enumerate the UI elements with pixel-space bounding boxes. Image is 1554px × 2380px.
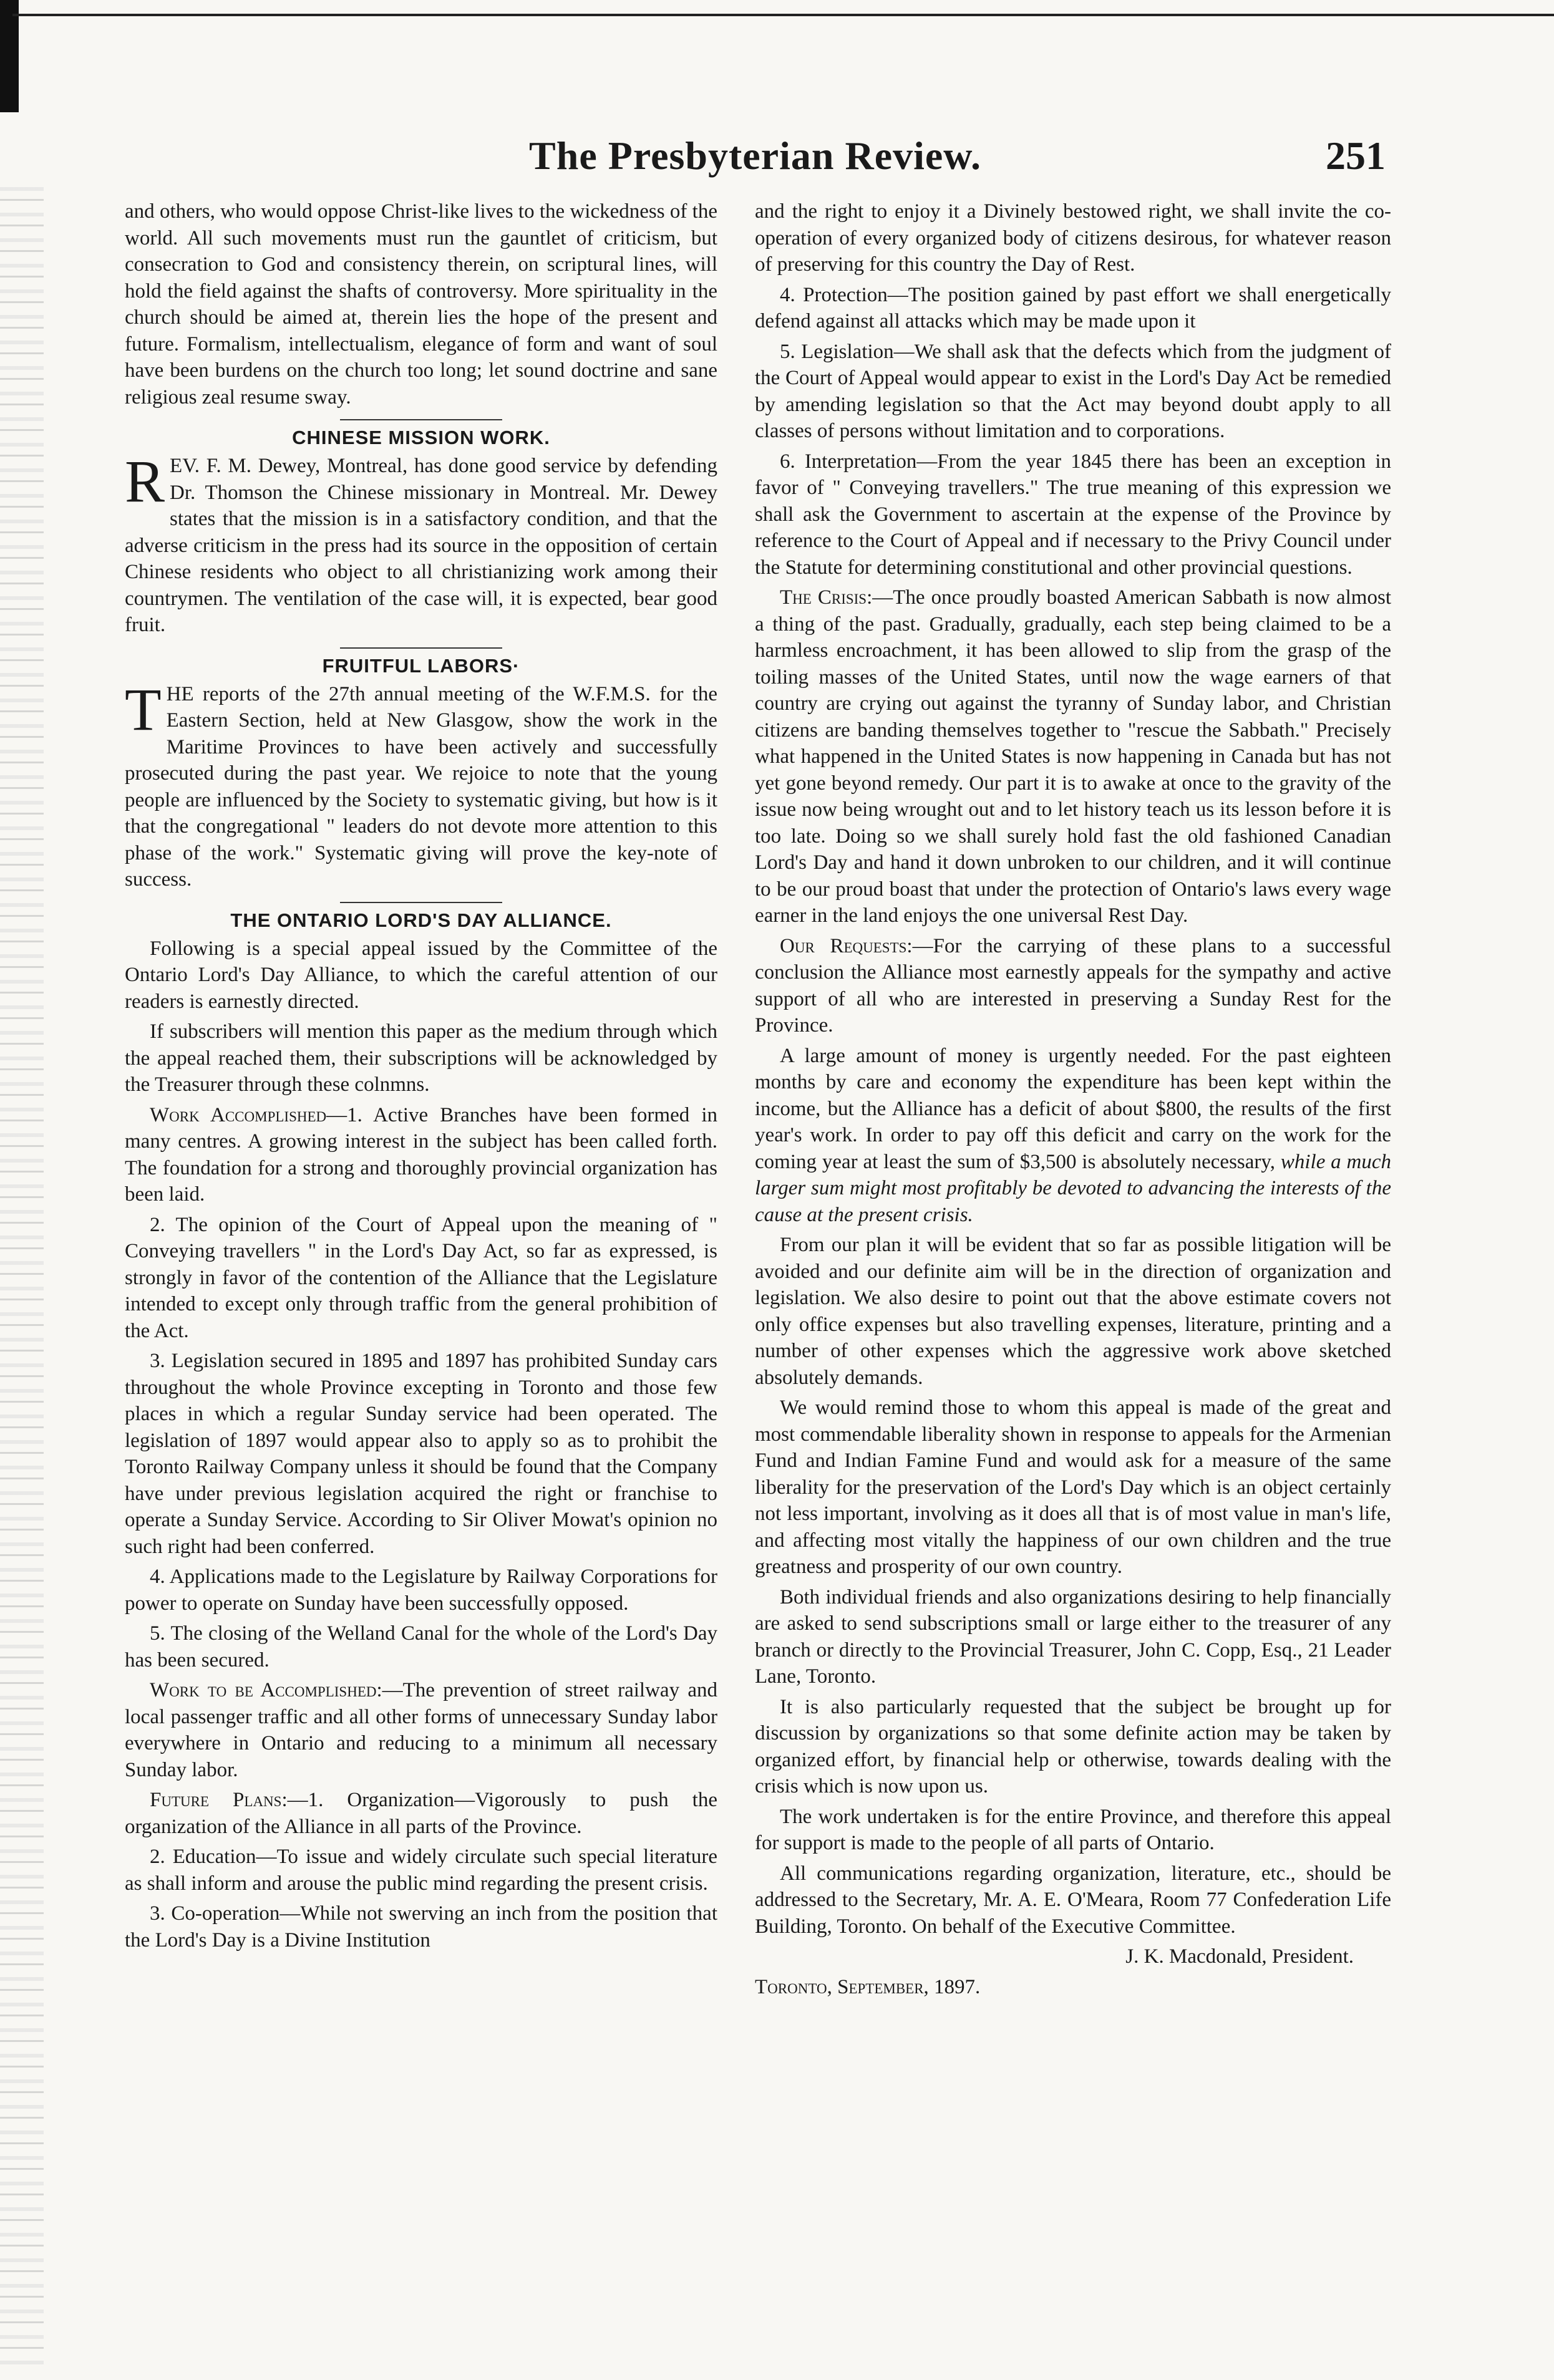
requests-text: :—For the carrying of these plans to a successful conclusion the Alliance most earnestly appeals for the sympathy and active support of all who are interested in preserving a Sunday Rest for the Province. xyxy=(755,934,1391,1037)
journal-title: The Presbyterian Review. xyxy=(529,133,981,178)
work-accomplished-label: Work Accomplished xyxy=(150,1103,327,1126)
future-plans-1 xyxy=(125,1787,717,1840)
place-date: Toronto, September, 1897. xyxy=(755,1975,981,1998)
legislation-paragraph: 5. Legislation—We shall ask that the defects which from the judgment of the Court of Appeal would appear to exist in the Lord's Day Act be remedied by amending legislation so that the Act may beyond doubt apply to all classes of persons without limitation and to corporations. xyxy=(755,340,1391,442)
future-plans-label: Future Plans xyxy=(150,1789,282,1811)
requests-paragraph xyxy=(755,933,1391,1039)
work-accomplished-4: 4. Applications made to the Legislature by Railway Corporations for power to operate on Sunday have been successfully opposed. xyxy=(125,1565,717,1615)
work-to-be-text: :—The prevention of street railway and local passenger traffic and all other forms of unnecessary Sunday labor everywhere in Ontario and reducing to a minimum all necessary Sunday labor. xyxy=(125,1679,717,1781)
drop-cap: T xyxy=(125,675,162,743)
communications-paragraph: All communications regarding organization, literature, etc., should be addressed to the Secretary, Mr. A. E. O'Meara, Room 77 Confederation Life Building, Toronto. On behalf of the Executive Committee. xyxy=(755,1862,1391,1938)
fruitful-labors-heading: FRUITFUL LABORS· xyxy=(322,654,520,677)
plan-paragraph: From our plan it will be evident that so far as possible litigation will be avoided and our definite aim will be in the direction of organization and legislation. We also desire to point out that the above estimate covers not only office expenses but also travelling expenses, literature, printing and a number of other expenses which the aggressive work above sketched absolutely demands. xyxy=(755,1234,1391,1389)
crisis-label: The Crisis xyxy=(780,586,867,609)
alliance-subscribers: If subscribers will mention this paper as the medium through which the appeal reached them, their subscriptions will be acknowledged by the Treasurer through these colnmns. xyxy=(125,1020,717,1096)
section-divider xyxy=(340,419,502,420)
page-number: 251 xyxy=(1326,133,1386,178)
money-italic-text: while a much larger sum might most profitably be devoted to advancing the interests of the cause at the present crisis. xyxy=(755,1150,1391,1226)
remind-paragraph: We would remind those to whom this appeal is made of the great and most commendable liberality shown in response to appeals for the Armenian Fund and Indian Famine Fund and would ask for a measure of the same liberality for the preservation of the Lord's Day which is an object certainly not less important, involving as it does all that is of most value in man's life, and affecting most vitally the happiness of our own children and the true greatness and prosperity of our own country. xyxy=(755,1396,1391,1578)
crisis-text: :—The once proudly boasted American Sabbath is now almost a thing of the past. Gradually, gradually, each step being claimed to be a harmless encroachment, it has been allowed to slip from the grasp of the toiling masses of the United States, until now the wage earners of that country are crying out against the tyranny of Sunday labor, and Christian citizens are banding themselves together to "rescue the Sabbath." Precisely what happened in the United States is now happening in Canada but has not yet gone beyond remedy. Our part it is to awake at once to the gravity of the issue now being wrought out and to let history teach us its lesson before it is too late. Doing so we shall surely hold fast the old fashioned Canadian Lord's Day and hand it down unbroken to our children, and it will continue to be our proud boast that under the protection of Ontario's laws every wage earner in the land enjoys the one universal Rest Day. xyxy=(755,586,1391,927)
work-accomplished-1 xyxy=(125,1102,717,1208)
continuation-paragraph: and the right to enjoy it a Divinely bestowed right, we shall invite the co-operation of every organized body of citizens desirous, for whatever reason of preserving for this country the Day of Rest. xyxy=(755,200,1391,276)
chinese-mission-text: EV. F. M. Dewey, Montreal, has done good service by defending Dr. Thomson the Chinese missionary in Montreal. Mr. Dewey states that the mission is in a satisfactory condition, and that the adverse criticism in the press had its source in the opposition of certain Chinese residents who object to all christianizing work among their countrymen. The ventilation of the case will, it is expected, bear good fruit. xyxy=(125,455,717,636)
alliance-intro: Following is a special appeal issued by the Committee of the Ontario Lord's Day Alliance, to which the careful attention of our readers is earnestly directed. xyxy=(125,937,717,1013)
section-divider xyxy=(340,902,502,903)
future-plans-text: :—1. Organization—Vigorously to push the organization of the Alliance in all parts of the Province. xyxy=(125,1789,717,1838)
page-header xyxy=(125,128,1386,196)
chinese-mission-heading: CHINESE MISSION WORK. xyxy=(292,427,550,448)
money-text: A large amount of money is urgently needed. For the past eighteen months by care and economy the expenditure has been kept within the income, but the Alliance has a deficit of about $800, the results of the first year's work. In order to pay off this deficit and carry on the work for the coming year at least the sum of $3,500 is absolutely necessary, xyxy=(755,1044,1391,1173)
work-accomplished-2: 2. The opinion of the Court of Appeal upon the meaning of " Conveying travellers " in the Lord's Day Act, so far as expressed, is strongly in favor of the contention of the Alliance that the Legislature intended to except only through traffic from the general prohibition of the Act. xyxy=(125,1213,717,1342)
future-plans-2: 2. Education—To issue and widely circulate such special literature as shall inform and arouse the public mind regarding the present crisis. xyxy=(125,1845,717,1895)
scan-corner-mark xyxy=(0,0,19,112)
work-accomplished-5: 5. The closing of the Welland Canal for the whole of the Lord's Day has been secured. xyxy=(125,1622,717,1671)
subscriptions-paragraph: Both individual friends and also organizations desiring to help financially are asked to send subscriptions small or large either to the treasurer of any branch or directly to the Provincial Treasurer, John C. Copp, Esq., 21 Leader Lane, Toronto. xyxy=(755,1585,1391,1688)
money-paragraph xyxy=(755,1043,1391,1229)
top-rule xyxy=(12,14,1554,16)
discussion-paragraph: It is also particularly requested that the subject be brought up for discussion by organizations so that some definite action may be taken by organized effort, by financial help or otherwise, towards dealing with the crisis which is now upon us. xyxy=(755,1695,1391,1797)
left-column xyxy=(125,198,717,2355)
interpretation-paragraph: 6. Interpretation—From the year 1845 there has been an exception in favor of " Conveying travellers." The true meaning of this expression we shall ask the Government to ascertain at the expense of the Province by reference to the Court of Appeal and if necessary to the Privy Council under the Statute for determining constitutional and other provincial questions. xyxy=(755,450,1391,579)
scan-binding-edge xyxy=(0,187,44,2370)
chinese-mission-paragraph xyxy=(125,448,717,639)
work-to-be-label: Work to be Accomplished xyxy=(150,1679,377,1701)
province-paragraph: The work undertaken is for the entire Province, and therefore this appeal for support is made to the people of all parts of Ontario. xyxy=(755,1805,1391,1854)
fruitful-labors-paragraph xyxy=(125,675,717,893)
future-plans-3: 3. Co-operation—While not swerving an inch from the position that the Lord's Day is a Divine Institution xyxy=(125,1902,717,1952)
crisis-paragraph xyxy=(755,584,1391,929)
work-to-be-accomplished xyxy=(125,1677,717,1783)
protection-paragraph: 4. Protection—The position gained by past effort we shall energetically defend against all attacks which may be made upon it xyxy=(755,283,1391,332)
intro-paragraph: and others, who would oppose Christ-like lives to the wickedness of the world. All such movements must run the gauntlet of criticism, but consecration to God and consistency therein, on scriptural lines, will hold the field against the shafts of controversy. More spirituality in the church should be aimed at, therein lies the hope of the present and future. Formalism, intellectualism, elegance of form and want of soul have been burdens on the church too long; let sound doctrine and sane religious zeal resume sway. xyxy=(125,200,717,409)
drop-cap: R xyxy=(125,448,165,515)
section-divider xyxy=(340,647,502,649)
signature: J. K. Macdonald, President. xyxy=(1125,1945,1354,1968)
fruitful-labors-text: HE reports of the 27th annual meeting of the W.F.M.S. for the Eastern Section, held at New Glasgow, show the work in the Maritime Provinces to have been actively and successfully prosecuted during the past year. We rejoice to note that the young people are influenced by the Society to systematic giving, but how is it that the congregational " leaders do not devote more attention to this phase of the work." Systematic giving will prove the key-note of success. xyxy=(125,682,717,891)
requests-label: Our Requests xyxy=(780,934,907,957)
right-column xyxy=(755,198,1391,2355)
alliance-heading: THE ONTARIO LORD'S DAY ALLIANCE. xyxy=(230,909,612,931)
work-accomplished-3: 3. Legislation secured in 1895 and 1897 has prohibited Sunday cars throughout the whole Province excepting in Toronto and those few places in which a regular Sunday service had been operated. The legislation of 1897 would appear also to apply so as to prohibit the Toronto Railway Company unless it should be found that the Company have under previous legislation acquired the right or franchise to operate a Sunday Service. According to Sir Oliver Mowat's opinion no such right had been conferred. xyxy=(125,1350,717,1558)
work-accomplished-text: —1. Active Branches have been formed in many centres. A growing interest in the subject has been called forth. The foundation for a strong and thoroughly provincial organization has been laid. xyxy=(125,1103,717,1206)
